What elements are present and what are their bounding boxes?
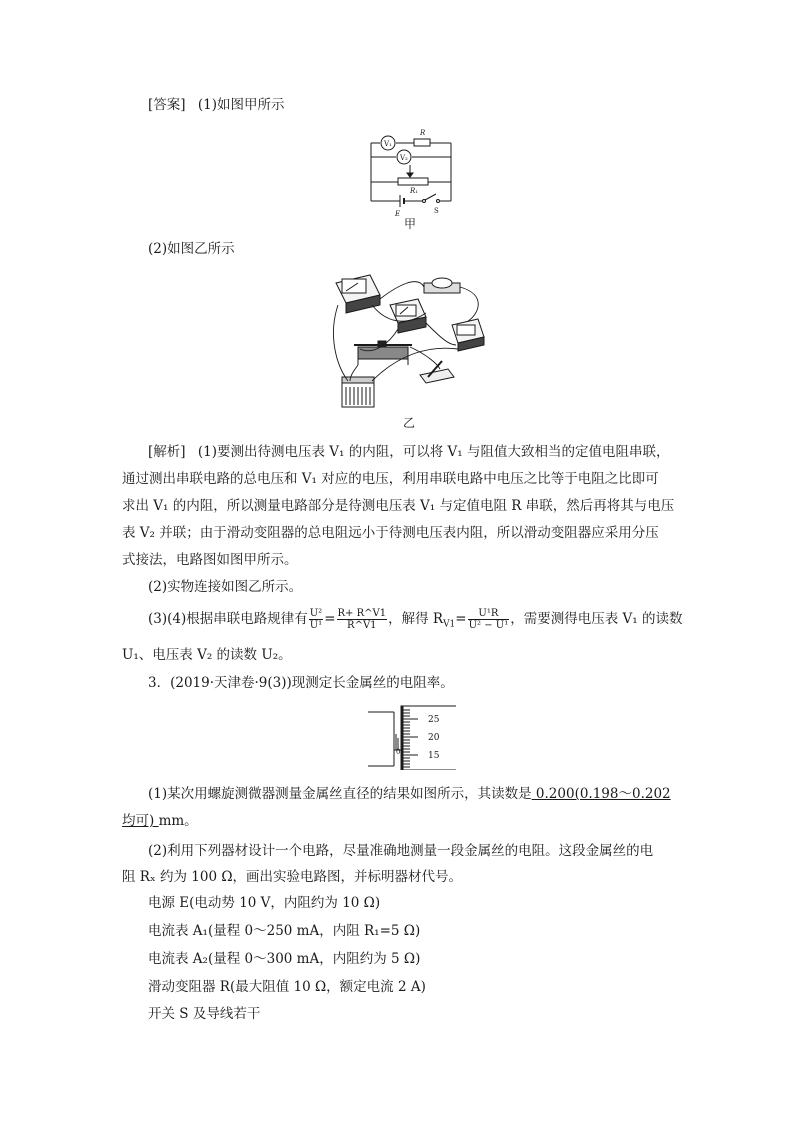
analysis-p1-text-4: 表 V₂ 并联；由于滑动变阻器的总电阻远小于待测电压表内阻，所以滑动变阻器应采用分压 bbox=[122, 525, 659, 541]
question-3-title: 3．(2019·天津卷·9(3))现测定长金属丝的电阻率。 bbox=[148, 675, 454, 691]
analysis-line-1 bbox=[148, 443, 669, 461]
equipment-item-switch: 开关 S 及导线若干 bbox=[148, 1006, 261, 1022]
micrometer-label-0: 0 bbox=[396, 748, 401, 756]
analysis-p3-a: (3)(4)根据串联电路规律有 bbox=[148, 611, 308, 627]
equipment-item-rheostat: 滑动变阻器 R(最大阻值 10 Ω，额定电流 2 A) bbox=[148, 979, 426, 995]
analysis-p1-text-3: 求出 V₁ 的内阻，所以测量电路部分是待测电压表 V₁ 与定值电阻 R 串联，然后再将其与电压 bbox=[122, 498, 675, 514]
rheostat-r1-symbol bbox=[398, 178, 428, 185]
fig1-label-e: E bbox=[395, 210, 401, 218]
resistor-box-illustration bbox=[424, 278, 460, 293]
frac3-den: U² − U¹ bbox=[468, 620, 509, 631]
fraction-r-sum-over-rv1 bbox=[337, 608, 388, 631]
analysis-p3-b: ，解得 R bbox=[388, 611, 444, 627]
fig1-label-s: S bbox=[434, 207, 439, 215]
equipment-item-a2: 电流表 A₂(量程 0～300 mA，内阻约为 5 Ω) bbox=[148, 951, 421, 967]
question-part2-line-1: (2)利用下列器材设计一个电路，尽量准确地测量一段金属丝的电阻。这段金属丝的电 bbox=[148, 843, 654, 859]
analysis-p1-text-5: 式接法，电路图如图甲所示。 bbox=[122, 552, 298, 568]
switch-symbol bbox=[425, 194, 436, 200]
frac2-den: R^V1 bbox=[347, 620, 377, 631]
meter-a-illustration bbox=[452, 319, 484, 351]
equipment-item-a1: 电流表 A₁(量程 0～250 mA，内阻 R₁=5 Ω) bbox=[148, 923, 421, 939]
frac1-den: U¹ bbox=[309, 620, 323, 631]
question-part2-line-2: 阻 Rₓ 约为 100 Ω，画出实验电路图，并标明器材代号。 bbox=[122, 869, 463, 885]
micrometer-label-20: 20 bbox=[428, 733, 440, 743]
q1-answer-blank-2: 均可) bbox=[122, 813, 159, 829]
battery-illustration bbox=[342, 377, 374, 407]
frac3-num: U¹R bbox=[468, 608, 510, 620]
circuit-diagram-jia bbox=[366, 124, 456, 220]
thimble-ticks bbox=[403, 710, 418, 767]
fig1-label-v1: V₁ bbox=[384, 140, 392, 148]
fig1-label-v2: V₂ bbox=[400, 154, 408, 162]
fig1-label-r: R bbox=[420, 129, 426, 137]
rheostat-illustration bbox=[354, 341, 412, 365]
micrometer-label-25: 25 bbox=[428, 715, 440, 725]
equipment-item-power: 电源 E(电动势 10 V，内阻约为 10 Ω) bbox=[148, 895, 381, 911]
answer-line-1 bbox=[148, 96, 284, 114]
frac1-num: U² bbox=[309, 608, 323, 619]
resistor-r-symbol bbox=[414, 139, 430, 146]
analysis-tag: [解析] bbox=[148, 444, 186, 460]
answer-part1: (1)如图甲所示 bbox=[197, 97, 285, 113]
fraction-rv1-solution bbox=[468, 608, 510, 631]
analysis-p2: (2)实物连接如图乙所示。 bbox=[148, 579, 303, 595]
micrometer-figure bbox=[368, 704, 460, 770]
analysis-p3-line-2: U₁、电压表 V₂ 的读数 U₂。 bbox=[122, 647, 292, 663]
question-part1-line-1 bbox=[148, 785, 671, 803]
answer-tag: [答案] bbox=[148, 97, 186, 113]
analysis-p3-line-1: (3)(4)根据串联电路规律有 $\frac{\text{U²}}{\text{U¹}}$ = $\frac{R+ R\^{}V1}{R\^{}V1}$ ，解得 $R_{V1}=$ $\frac{\text{U¹R}}{\text{U² − U¹}}$ ，需要测得电压表 V₁ 的读数 bbox=[148, 608, 683, 631]
q1-text: (1)某次用螺旋测微器测量金属丝直径的结果如图所示，其读数是 bbox=[148, 786, 532, 802]
question-part1-line-2 bbox=[122, 812, 198, 830]
analysis-p3-c: ，需要测得电压表 V₁ 的读数 bbox=[510, 611, 683, 627]
fig2-caption: 乙 bbox=[403, 416, 416, 430]
micrometer-label-15: 15 bbox=[428, 751, 440, 761]
fig1-label-r1: R₁ bbox=[410, 187, 419, 195]
answer-part2: (2)如图乙所示 bbox=[148, 241, 235, 257]
q1-unit: mm。 bbox=[158, 813, 198, 829]
fraction-u2-over-u1 bbox=[309, 608, 323, 631]
analysis-p1-text-1: (1)要测出待测电压表 V₁ 的内阻，可以将 V₁ 与阻值大致相当的定值电阻串联， bbox=[197, 444, 670, 460]
frac2-num: R+ R^V1 bbox=[337, 608, 387, 619]
analysis-p1-text-2: 通过测出串联电路的总电压和 V₁ 对应的电压，利用串联电路中电压之比等于电阻之比即可 bbox=[122, 471, 659, 487]
fig1-caption: 甲 bbox=[404, 217, 417, 231]
rv1-subscript: V1 bbox=[443, 619, 456, 630]
q1-answer-blank-1: 0.200(0.198～0.202 bbox=[531, 786, 671, 802]
wiring-illustration-yi bbox=[328, 265, 488, 413]
